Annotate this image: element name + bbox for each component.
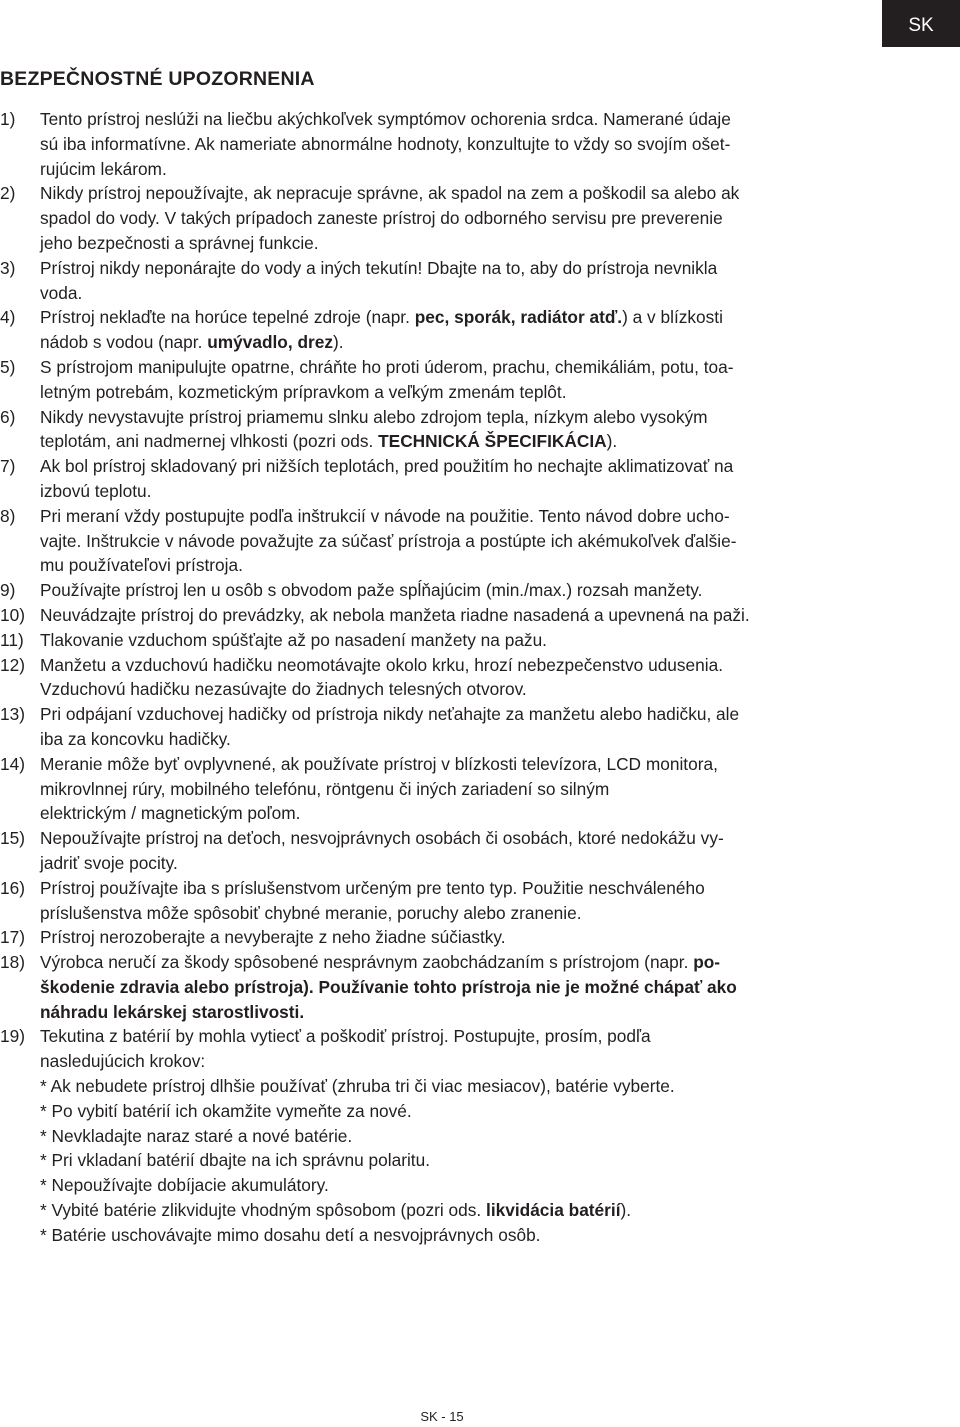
item-text: Meranie môže byť ovplyvnené, ak používate prístroj v blízkosti televízora, LCD monitora, mikrovlnnej rúry, mobilného telefónu, röntgenu či iných zariadení so silným elektrickým / magnetickým poľom. (40, 753, 718, 824)
item-number: 5) (0, 356, 16, 377)
warning-item-13 (0, 702, 890, 752)
warning-item-18 (0, 950, 890, 1024)
warning-item-2 (0, 181, 890, 255)
item-text: Tlakovanie vzduchom spúšťajte až po nasadení manžety na pažu. (40, 629, 547, 650)
warning-item-17 (0, 925, 890, 950)
warning-item-3 (0, 256, 890, 306)
battery-step: * Po vybití batérií ich okamžite vymeňte za nové. (40, 1100, 412, 1121)
item-number: 19) (0, 1026, 25, 1047)
warning-item-12 (0, 653, 890, 703)
warning-item-5 (0, 355, 890, 405)
item-text: S prístrojom manipulujte opatrne, chráňte ho proti úderom, prachu, chemikáliám, potu, toa- letným potrebám, kozmetickým prípravkom a veľkým zmenám teplôt. (40, 356, 734, 402)
battery-step: * Nevkladajte naraz staré a nové batérie. (40, 1125, 353, 1146)
item-number: 9) (0, 580, 16, 601)
section-reference: TECHNICKÁ ŠPECIFIKÁCIA (378, 431, 607, 452)
item-text: Používajte prístroj len u osôb s obvodom paže spĺňajúcim (min./max.) rozsah manžety. (40, 580, 703, 601)
item-text: Výrobca neručí za škody spôsobené nesprávnym zaobchádzaním s prístrojom (napr. po- škodenie zdravia alebo prístroja). Používanie tohto prístroja nie je možné chápať ako náhradu lekárskej starostlivosti. (40, 952, 737, 1022)
item-text: Prístroj nikdy neponárajte do vody a iných tekutín! Dbajte na to, aby do prístroja nevnikla voda. (40, 257, 718, 303)
item-text: Nikdy nevystavujte prístroj priamemu slnku alebo zdrojom tepla, nízkym alebo vysokým teplotám, ani nadmernej vlhkosti (pozri ods. TECHNICKÁ ŠPECIFIKÁCIA). (40, 406, 708, 452)
warning-item-15 (0, 826, 890, 876)
battery-step: * Ak nebudete prístroj dlhšie používať (zhruba tri či viac mesiacov), batérie vyberte. (40, 1076, 675, 1097)
item-text: Nikdy prístroj nepoužívajte, ak nepracuje správne, ak spadol na zem a poškodil sa alebo ak spadol do vody. V takých prípadoch zaneste prístroj do odborného servisu pre preverenie jeho bezpečnosti a správnej funkcie. (40, 183, 740, 253)
page-heading: BEZPEČNOSTNÉ UPOZORNENIA (0, 68, 315, 90)
item-number: 7) (0, 456, 16, 477)
item-text: Tekutina z batérií by mohla vytiecť a poškodiť prístroj. Postupujte, prosím, podľa nasledujúcich krokov: (40, 1026, 651, 1072)
item-number: 17) (0, 927, 25, 948)
warning-item-11 (0, 628, 890, 653)
item-text: Pri odpájaní vzduchovej hadičky od prístroja nikdy neťahajte za manžetu alebo hadičku, ale iba za koncovku hadičky. (40, 704, 740, 749)
item-number: 1) (0, 109, 16, 129)
item-number: 18) (0, 952, 25, 973)
battery-step: * Batérie uschovávajte mimo dosahu detí a nesvojprávnych osôb. (40, 1224, 541, 1245)
warning-item-8 (0, 504, 890, 578)
item-text: Pri meraní vždy postupujte podľa inštrukcií v návode na použitie. Tento návod dobre ucho- vajte. Inštrukcie v návode považujte za súčasť prístroja a postúpte ich akémukoľvek ďalšie- mu používateľovi prístroja. (40, 505, 737, 576)
item-text: Nepoužívajte prístroj na deťoch, nesvojprávnych osobách či osobách, ktoré nedokážu vy- jadriť svoje pocity. (40, 828, 724, 873)
battery-step: * Pri vkladaní batérií dbajte na ich správnu polaritu. (40, 1150, 431, 1171)
item-number: 15) (0, 828, 25, 849)
item-number: 6) (0, 406, 16, 427)
item-number: 2) (0, 183, 16, 204)
safety-warnings-list (0, 107, 890, 1248)
item-text: Prístroj používajte iba s príslušenstvom určeným pre tento typ. Použitie neschváleného príslušenstva môže spôsobiť chybné meranie, poruchy alebo zranenie. (40, 877, 705, 923)
item-number: 4) (0, 307, 16, 328)
item-number: 12) (0, 654, 25, 675)
warning-item-19 (0, 1024, 890, 1247)
item-number: 3) (0, 257, 16, 278)
emphasis-water-sources: umývadlo, drez (207, 332, 333, 353)
warning-item-14 (0, 752, 890, 826)
warning-item-6 (0, 405, 890, 455)
warning-item-7 (0, 454, 890, 504)
battery-step: * Vybité batérie zlikvidujte vhodným spôsobom (pozri ods. likvidácia batérií). (40, 1200, 632, 1221)
item-number: 13) (0, 704, 25, 725)
warning-item-16 (0, 876, 890, 926)
item-number: 8) (0, 505, 16, 526)
warning-item-9 (0, 578, 890, 603)
item-text: Prístroj nerozoberajte a nevyberajte z neho žiadne súčiastky. (40, 927, 506, 948)
warning-item-10 (0, 603, 890, 628)
item-text: Neuvádzajte prístroj do prevádzky, ak nebola manžeta riadne nasadená a upevnená na paži. (40, 604, 750, 625)
emphasis-disclaimer: náhradu lekárskej starostlivosti. (40, 1001, 305, 1022)
item-number: 14) (0, 753, 25, 774)
item-number: 16) (0, 877, 25, 898)
item-number: 10) (0, 604, 25, 625)
item-number: 11) (0, 629, 24, 650)
warning-item-4 (0, 305, 890, 355)
page-number: SK - 15 (420, 1409, 464, 1424)
item-text: Prístroj neklaďte na horúce tepelné zdroje (napr. pec, sporák, radiátor atď.) a v blízkosti nádob s vodou (napr. umývadlo, drez). (40, 307, 723, 353)
emphasis-disclaimer: po- (693, 952, 721, 973)
item-text: Manžetu a vzduchovú hadičku neomotávajte okolo krku, hrozí nebezpečenstvo udusenia. Vzduchovú hadičku nezasúvajte do žiadnych telesných otvorov. (40, 654, 724, 700)
emphasis-disclaimer: škodenie zdravia alebo prístroja). Používanie tohto prístroja nie je možné chápať ako (40, 976, 737, 997)
battery-step: * Nepoužívajte dobíjacie akumulátory. (40, 1175, 329, 1196)
item-text: Tento prístroj neslúži na liečbu akýchkoľvek symptómov ochorenia srdca. Namerané údaje sú iba informatívne. Ak nameriate abnormálne hodnoty, konzultujte to vždy so svojím ošet- rujúcim lekárom. (40, 109, 731, 179)
language-tab: SK (882, 0, 960, 47)
warning-item-1 (0, 107, 890, 181)
item-text: Ak bol prístroj skladovaný pri nižších teplotách, pred použitím ho nechajte aklimatizovať na izbovú teplotu. (40, 456, 734, 501)
section-reference: likvidácia batérií (486, 1200, 621, 1221)
emphasis-heat-sources: pec, sporák, radiátor atď. (414, 307, 623, 328)
